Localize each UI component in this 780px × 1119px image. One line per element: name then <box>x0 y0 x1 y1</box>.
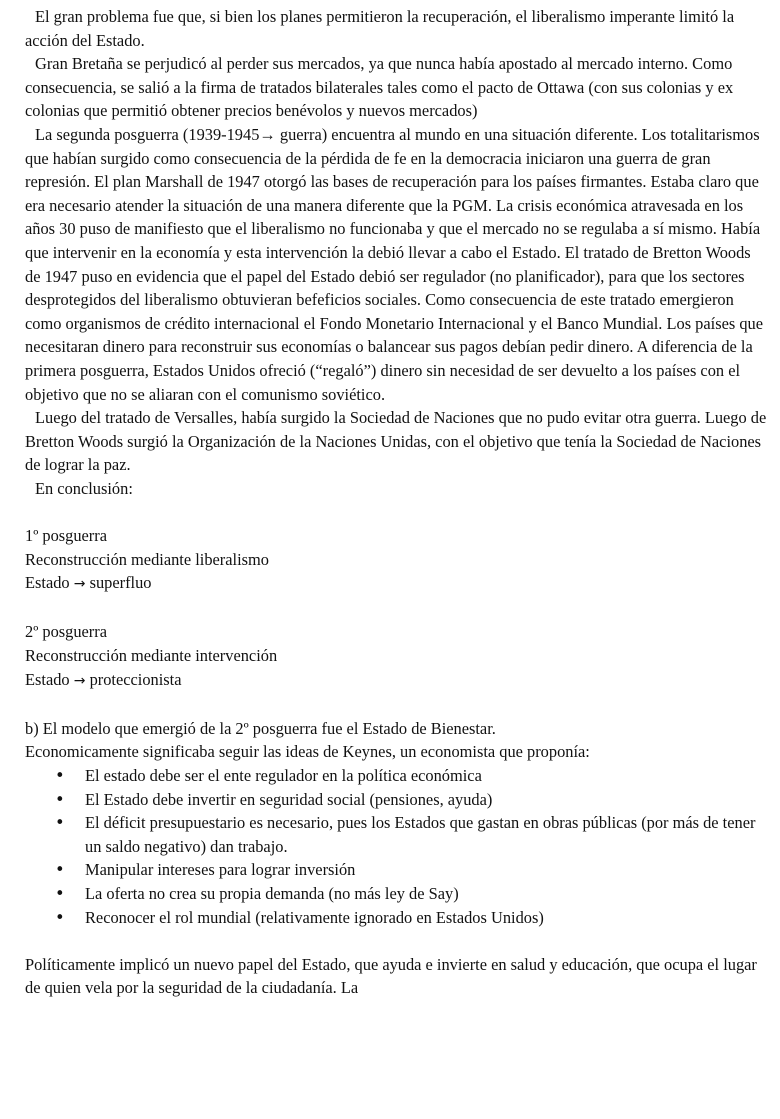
bullet-icon: • <box>55 789 65 809</box>
list-item <box>25 788 770 812</box>
spacer <box>25 597 770 621</box>
document-page <box>25 5 770 1000</box>
list-item <box>25 764 770 788</box>
second-postwar-state <box>25 668 770 694</box>
list-item-text: La oferta no crea su propia demanda (no más ley de Say) <box>85 883 459 903</box>
list-item <box>25 882 770 906</box>
second-postwar-summary <box>25 620 770 693</box>
keynes-ideas-list <box>25 764 770 929</box>
second-postwar-title: 2º posguerra <box>25 622 108 642</box>
list-item-text: El Estado debe invertir en seguridad social (pensiones, ayuda) <box>85 789 493 809</box>
list-item-text: El déficit presupuestario es necesario, pues los Estados que gastan en obras públicas (por más de tener un saldo negativo) dan trabajo. <box>85 813 756 856</box>
first-postwar-state <box>25 571 770 597</box>
bullet-icon: • <box>55 813 65 833</box>
state-value: proteccionista <box>89 669 182 689</box>
spacer <box>25 929 770 953</box>
paragraph-liberalism: El gran problema fue que, si bien los planes permitieron la recuperación, el liberalismo imperante limitó la acción del Estado. <box>25 7 735 50</box>
spacer <box>25 693 770 717</box>
state-value: superfluo <box>89 573 152 593</box>
spacer <box>25 500 770 524</box>
first-postwar-title: 1º posguerra <box>25 526 108 546</box>
section-b-closing: Políticamente implicó un nuevo papel del Estado, que ayuda e invierte en salud y educación, que ocupa el lugar de quien vela por la seguridad de la ciudadanía. La <box>25 954 757 998</box>
bullet-icon: • <box>55 766 65 785</box>
list-item-text: Reconocer el rol mundial (relativamente ignorado en Estados Unidos) <box>85 907 544 927</box>
bullet-icon: • <box>55 860 65 880</box>
arrow-right-icon: → <box>73 672 86 689</box>
section-b-heading: b) El modelo que emergió de la 2º posguerra fue el Estado de Bienestar. <box>25 718 496 738</box>
state-label: Estado <box>25 573 70 593</box>
list-item <box>25 858 770 882</box>
paragraph-second-postwar: La segunda posguerra (1939-1945→ guerra) encuentra al mundo en una situación diferente. Los totalitarismos que habían surgido como consecuencia de la pérdida de fe en la democracia iniciaron una guerra de gran represión. El plan Marshall de 1947 otorgó las bases de recuperación para los países firmantes. Estaba claro que era necesario atender la situación de una manera diferente que la PGM. La crisis económica atravesada en los años 30 puso de manifiesto que el liberalismo no funcionaba y que el mercado no se regulaba a sí mismo. Había que intervenir en la economía y esta intervención la debió llevar a cabo el Estado. El tratado de Bretton Woods de 1947 puso en evidencia que el papel del Estado debió ser regulador (no planificador), para que los sectores desprotegidos del liberalismo obtuvieran befeficios sociales. Como consecuencia de este tratado emergieron como organismos de crédito internacional el Fondo Monetario Internacional y el Banco Mundial. Los países que necesitaran dinero para reconstruir sus economías o balancear sus pagos debían pedir dinero. A diferencia de la primera posguerra, Estados Unidos ofreció (“regaló”) dinero sin necesidad de ser devuelto a los países con el objetivo que no se aliaran con el comunismo soviético. <box>25 124 763 404</box>
list-item <box>25 811 770 858</box>
list-item-text: Manipular intereses para lograr inversión <box>85 860 356 880</box>
paragraph-conclusion: En conclusión: <box>35 478 133 498</box>
first-postwar-reconstruction: Reconstrucción mediante liberalismo <box>25 549 269 569</box>
second-postwar-reconstruction: Reconstrucción mediante intervención <box>25 646 278 666</box>
paragraph-versailles: Luego del tratado de Versalles, había surgido la Sociedad de Naciones que no pudo evitar otra guerra. Luego de Bretton Woods surgió la Organización de la Naciones Unidas, con el objetivo que tenía la Sociedad de Naciones de lograr la paz. <box>25 408 767 475</box>
section-b-intro: Economicamente significaba seguir las ideas de Keynes, un economista que proponía: <box>25 742 590 762</box>
bullet-icon: • <box>55 883 65 903</box>
first-postwar-summary <box>25 524 770 597</box>
arrow-right-icon: → <box>73 576 86 593</box>
paragraph-great-britain: Gran Bretaña se perjudicó al perder sus mercados, ya que nunca había apostado al mercado interno. Como consecuencia, se salió a la firma de tratados bilaterales tales como el pacto de Ottawa (con sus colonias y ex colonias que permitió obtener precios benévolos y nuevos mercados) <box>25 54 734 121</box>
state-label: Estado <box>25 669 70 689</box>
list-item-text: El estado debe ser el ente regulador en la política económica <box>85 766 482 785</box>
list-item <box>25 906 770 930</box>
bullet-icon: • <box>55 907 65 927</box>
